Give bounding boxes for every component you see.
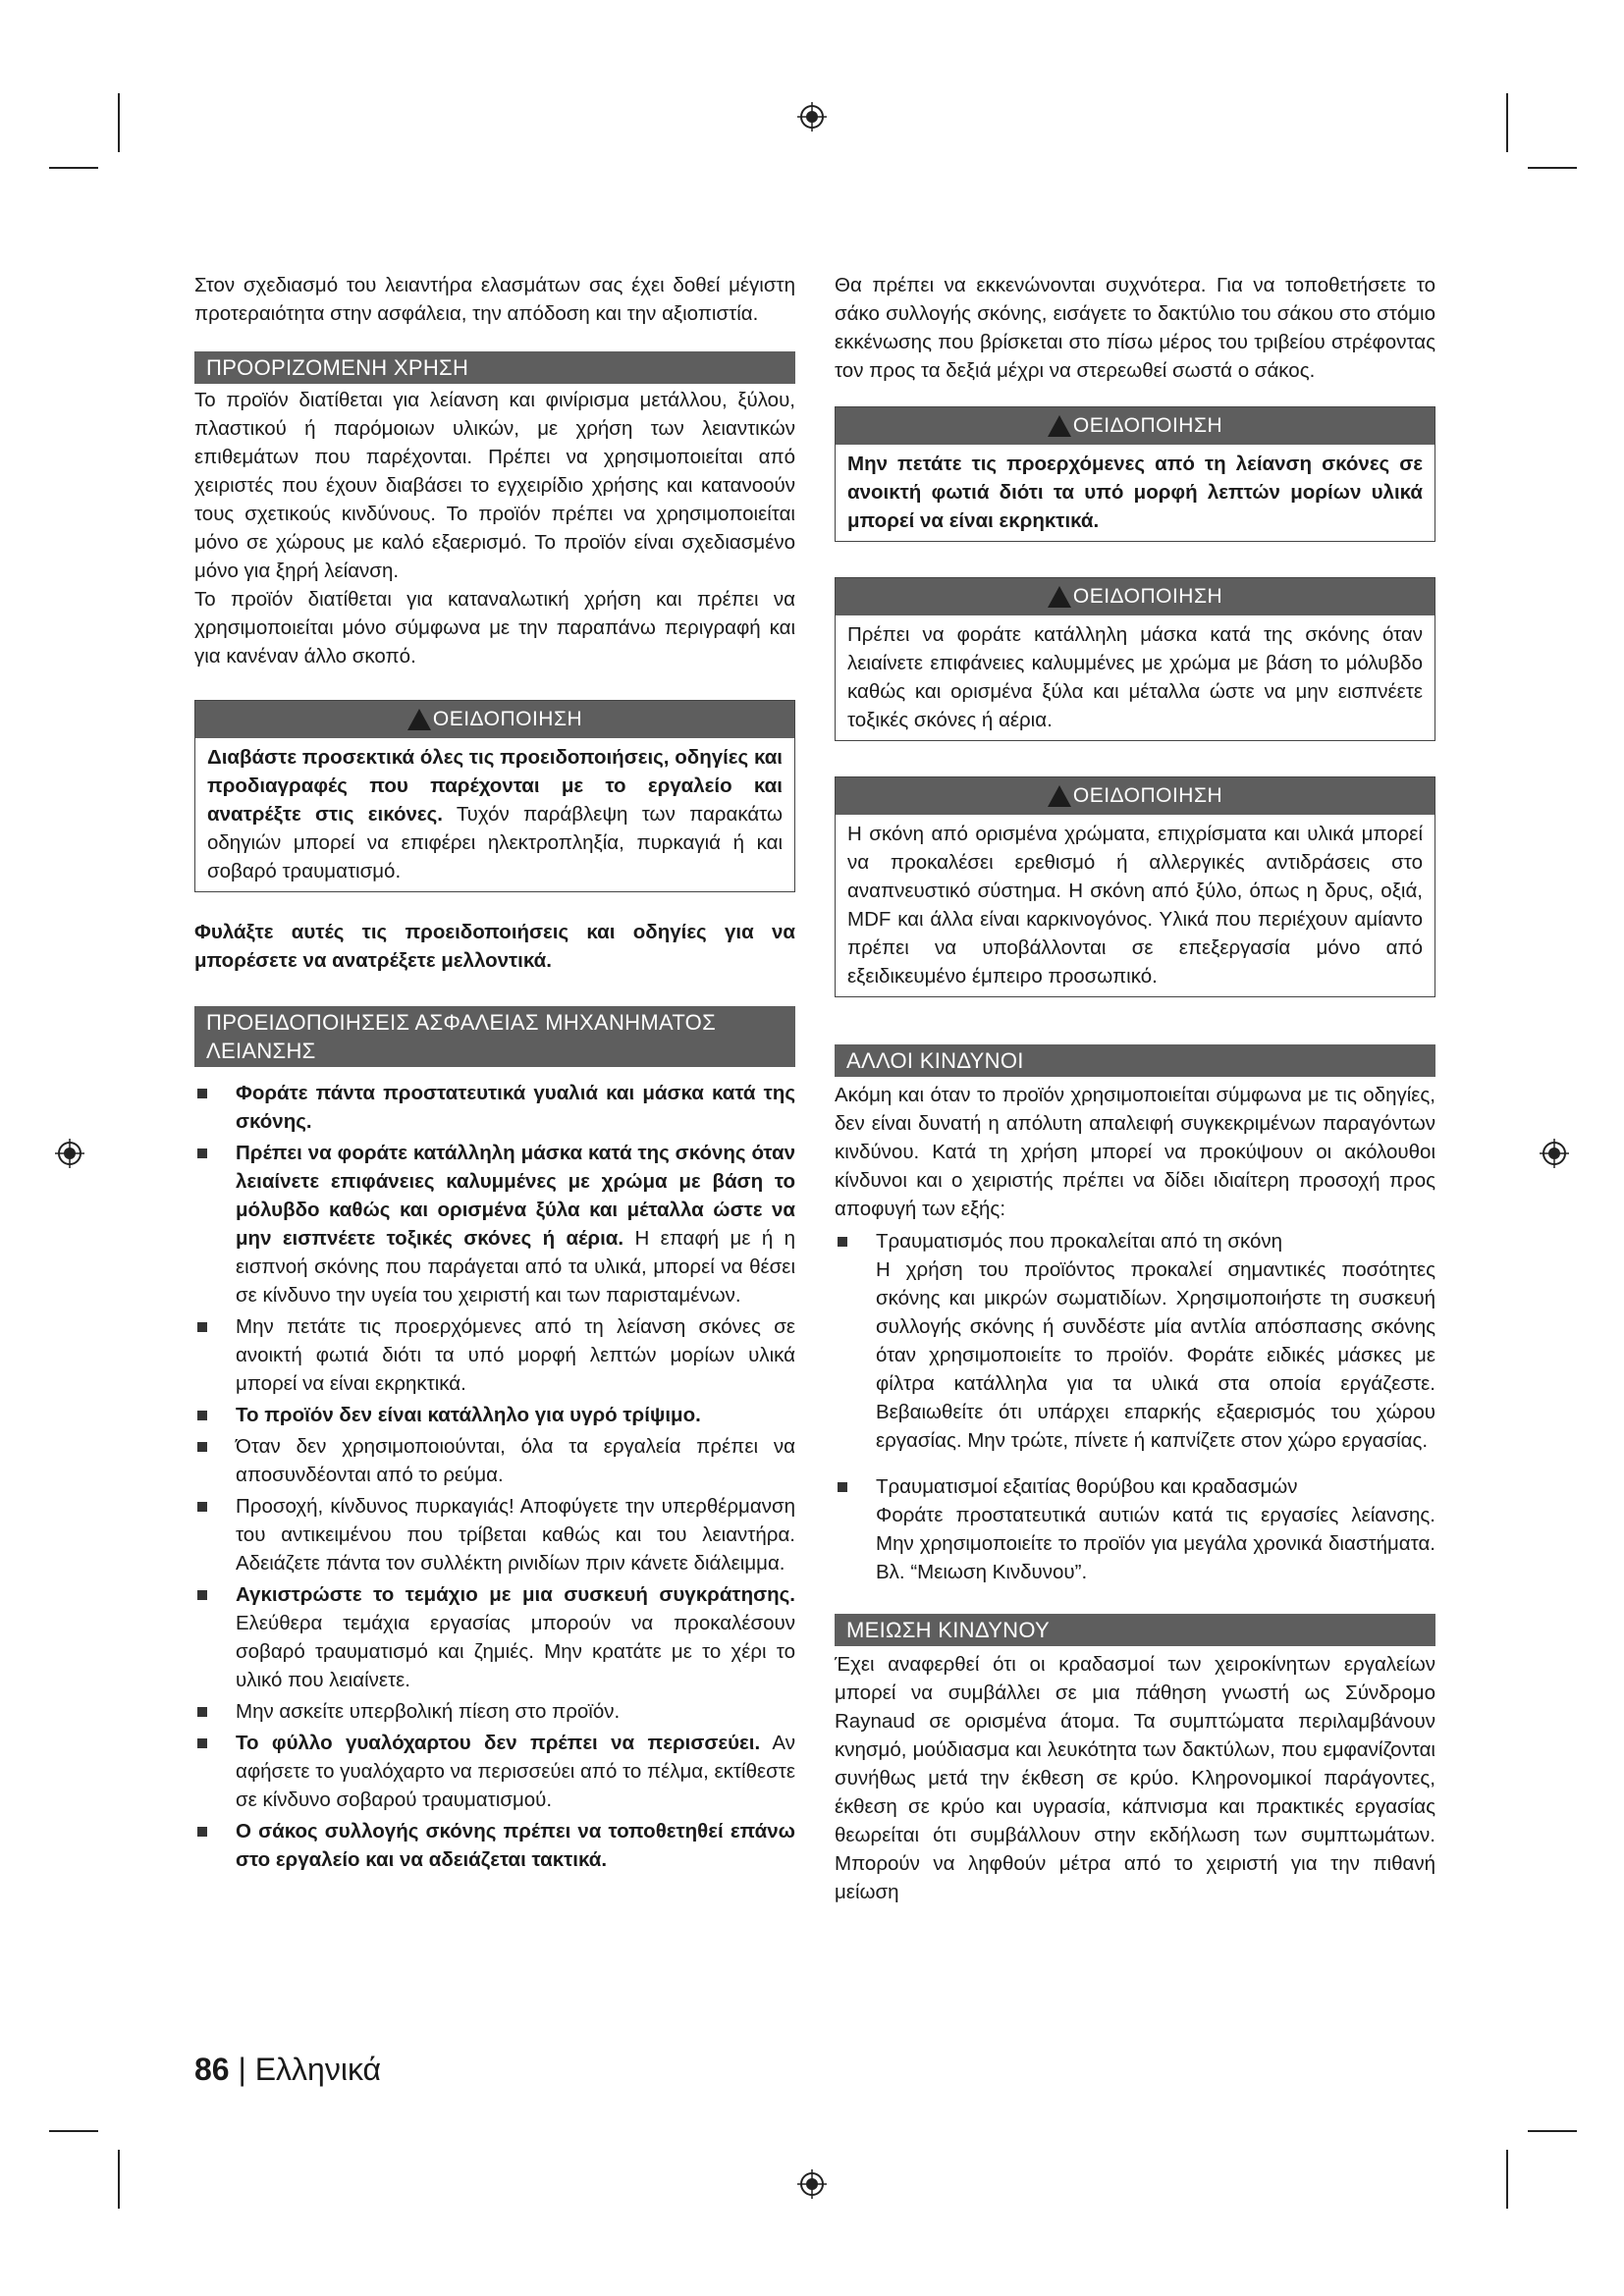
warning-text: Μην πετάτε τις προερχόμενες από τη λείανση σκόνες σε ανοικτή φωτιά διότι τα υπό μορφή λεπτών μορίων υλικά μπορεί να είναι εκρηκτικά. (847, 453, 1423, 532)
warning-triangle-icon (407, 709, 431, 730)
list-item: Αγκιστρώστε το τεμάχιο με μια συσκευή συγκράτησης. Ελεύθερα τεμάχια εργασίας μπορούν να προκαλέσουν σοβαρό τραυματισμό και ζημιές. Μην κρατάτε με το χέρι το υλικό που λειαίνετε. (194, 1580, 795, 1694)
safety-heading: ΠΡΟΕΙΔΟΠΟΙΗΣΕΙΣ ΑΣΦΑΛΕΙΑΣ ΜΗΧΑΝΗΜΑΤΟΣ ΛΕΙΑΝΣΗΣ (194, 1006, 795, 1067)
right-column (835, 271, 1435, 1906)
warning-label: ΟΕΙΔΟΠΟΙΗΣΗ (1072, 585, 1223, 608)
risk-list (835, 1227, 1435, 1255)
warning-box (835, 577, 1435, 741)
list-item: Μην πετάτε τις προερχόμενες από τη λείανση σκόνες σε ανοικτή φωτιά διότι τα υπό μορφή λεπτών μορίων υλικά μπορεί να είναι εκρηκτικά. (194, 1312, 795, 1398)
intended-use-heading: ΠΡΟΟΡΙΖΟΜΕΝΗ ΧΡΗΣΗ (194, 351, 795, 384)
crop-mark (1506, 93, 1508, 152)
risk-item-text: Φοράτε προστατευτικά αυτιών κατά τις εργασίες λείανσης. Μην χρησιμοποιείτε το προϊόν για μεγάλα χρονικά διαστήματα. Βλ. “Μειωση Κινδυνου”. (876, 1504, 1435, 1583)
page-number: 86 (194, 2052, 230, 2087)
crop-mark (1506, 2150, 1508, 2209)
crop-mark (118, 2150, 120, 2209)
registration-mark-icon (1540, 1139, 1569, 1168)
list-item: Όταν δεν χρησιμοποιούνται, όλα τα εργαλεία πρέπει να αποσυνδέονται από το ρεύμα. (194, 1432, 795, 1489)
left-column (194, 271, 795, 1874)
list-item: Το φύλλο γυαλόχαρτου δεν πρέπει να περισσεύει. Αν αφήσετε το γυαλόχαρτο να περισσεύει από το πέλμα, εκτίθεστε σε κίνδυνο σοβαρού τραυματισμού. (194, 1729, 795, 1814)
risk-reduction-heading: ΜΕΙΩΣΗ ΚΙΝΔΥΝΟΥ (835, 1614, 1435, 1646)
list-item: Τραυματισμός που προκαλείται από τη σκόνη (835, 1227, 1435, 1255)
list-item: Τραυματισμοί εξαιτίας θορύβου και κραδασμών (835, 1472, 1435, 1501)
other-risks-intro: Ακόμη και όταν το προϊόν χρησιμοποιείται σύμφωνα με τις οδηγίες, δεν είναι δυνατή η απόλυτη απαλειφή συγκεκριμένων παραγόντων κινδύνου. Κατά τη χρήση μπορεί να προκύψουν οι ακόλουθοι κίνδυνοι και ο χειριστής πρέπει να δίδει ιδιαίτερη προσοχή προς αποφυγή των εξής: (835, 1084, 1435, 1220)
crop-mark (1528, 167, 1577, 169)
list-item: Ο σάκος συλλογής σκόνης πρέπει να τοποθετηθεί επάνω στο εργαλείο και να αδειάζεται τακτικά. (194, 1817, 795, 1874)
crop-mark (49, 167, 98, 169)
keep-instructions-note: Φυλάξτε αυτές τις προειδοποιήσεις και οδηγίες για να μπορέσετε να ανατρέξετε μελλοντικά. (194, 921, 795, 972)
warning-text: Πρέπει να φοράτε κατάλληλη μάσκα κατά της σκόνης όταν λειαίνετε επιφάνειες καλυμμένες με χρώμα με βάση το μόλυβδο καθώς και ορισμένα ξύλα και μέταλλα ώστε να μην εισπνέετε τοξικές σκόνες ή αέρια. (847, 623, 1423, 731)
warning-triangle-icon (1048, 586, 1071, 608)
registration-mark-icon (797, 2169, 827, 2199)
crop-mark (1528, 2130, 1577, 2132)
warning-header (836, 578, 1435, 615)
list-item: Μην ασκείτε υπερβολική πίεση στο προϊόν. (194, 1697, 795, 1726)
safety-list (194, 1079, 795, 1874)
page-footer (194, 2052, 381, 2088)
warning-triangle-icon (1048, 785, 1071, 807)
list-item: Προσοχή, κίνδυνος πυρκαγιάς! Αποφύγετε την υπερθέρμανση του αντικειμένου που τρίβεται καθώς και του λειαντήρα. Αδειάζετε πάντα τον συλλέκτη ρινιδίων πριν κάνετε διάλειμμα. (194, 1492, 795, 1577)
list-item: Πρέπει να φοράτε κατάλληλη μάσκα κατά της σκόνης όταν λειαίνετε επιφάνειες καλυμμένες με χρώμα με βάση το μόλυβδο καθώς και ορισμένα ξύλα και μέταλλα ώστε να μην εισπνέετε τοξικές σκόνες ή αέρια. Η επαφή με ή η εισπνοή σκόνης που παράγεται από τα υλικά, μπορεί να θέσει σε κίνδυνο την υγεία του χειριστή και των παρισταμένων. (194, 1139, 795, 1309)
intended-use-text: Το προϊόν διατίθεται για λείανση και φινίρισμα μετάλλου, ξύλου, πλαστικού ή παρόμοιων υλικών, με χρήση των λειαντικών επιθεμάτων που παρέχονται. Πρέπει να χρησιμοποιείται από χειριστές που έχουν διαβάσει το εγχειρίδιο χρήσης και κατανοούν τους σχετικούς κινδύνους. Το προϊόν πρέπει να χρησιμοποιείται μόνο σε χώρους με καλό εξαερισμό. Το προϊόν είναι σχεδιασμένο μόνο για ξηρή λείανση. (194, 389, 795, 582)
warning-triangle-icon (1048, 415, 1071, 437)
warning-body (195, 738, 794, 891)
risk-reduction-text: Έχει αναφερθεί ότι οι κραδασμοί των χειροκίνητων εργαλείων μπορεί να συμβάλλει σε μια πάθηση γνωστή ως Σύνδρομο Raynaud σε ορισμένα άτομα. Τα συμπτώματα περιλαμβάνουν κνησμό, μούδιασμα και λευκότητα των δακτύλων, που εμφανίζονται συνήθως μετά την έκθεση σε κρύο. Κληρονομικοί παράγοντες, έκθεση σε κρύο και υγρασία, κάπνισμα και πρακτικές εργασίας θεωρείται ότι συμβάλλουν στην εκδήλωση των συμπτωμάτων. Μπορούν να ληφθούν μέτρα από το χειριστή για την πιθανή μείωση (835, 1653, 1435, 1903)
intended-use-text-2: Το προϊόν διατίθεται για καταναλωτική χρήση και πρέπει να χρησιμοποιείται μόνο σύμφωνα με την παραπάνω περιγραφή και για κανέναν άλλο σκοπό. (194, 588, 795, 667)
warning-label: ΟΕΙΔΟΠΟΙΗΣΗ (1072, 414, 1223, 437)
registration-mark-icon (55, 1139, 84, 1168)
list-item: Το προϊόν δεν είναι κατάλληλο για υγρό τρίψιμο. (194, 1401, 795, 1429)
warning-body (836, 815, 1435, 996)
warning-body (836, 445, 1435, 541)
warning-body (836, 615, 1435, 740)
crop-mark (49, 2130, 98, 2132)
footer-language: Ελληνικά (254, 2052, 382, 2087)
registration-mark-icon (797, 102, 827, 132)
warning-label: ΟΕΙΔΟΠΟΙΗΣΗ (432, 708, 583, 730)
warning-header (836, 777, 1435, 815)
warning-box (835, 776, 1435, 997)
intro-text: Στον σχεδιασμό του λειαντήρα ελασμάτων σας έχει δοθεί μέγιστη προτεραιότητα στην ασφάλεια, την απόδοση και την αξιοπιστία. (194, 274, 795, 325)
warning-text: Διαβάστε προσεκτικά όλες τις προειδοποιήσεις, οδηγίες και προδιαγραφές που παρέχονται με το εργαλείο και ανατρέξτε στις εικόνες. Τυχόν παράβλεψη των παρακάτω οδηγιών μπορεί να επιφέρει ηλεκτροπληξία, πυρκαγιά ή και σοβαρό τραυματισμό. (207, 746, 783, 882)
risk-list (835, 1472, 1435, 1501)
other-risks-heading: ΑΛΛΟΙ ΚΙΝΔΥΝΟΙ (835, 1044, 1435, 1077)
list-item: Φοράτε πάντα προστατευτικά γυαλιά και μάσκα κατά της σκόνης. (194, 1079, 795, 1136)
warning-header (195, 701, 794, 738)
warning-header (836, 407, 1435, 445)
crop-mark (118, 93, 120, 152)
warning-box (194, 700, 795, 892)
warning-text: Η σκόνη από ορισμένα χρώματα, επιχρίσματα και υλικά μπορεί να προκαλέσει ερεθισμό ή αλλεργικές αντιδράσεις στο αναπνευστικό σύστημα. Η σκόνη από ξύλο, όπως η δρυς, οξιά, MDF και άλλα είναι καρκινογόνος. Υλικά που περιέχουν αμίαντο πρέπει να υποβάλλονται σε επεξεργασία μόνο από εξειδικευμένο έμπειρο προσωπικό. (847, 823, 1423, 988)
warning-label: ΟΕΙΔΟΠΟΙΗΣΗ (1072, 784, 1223, 807)
dust-bag-text: Θα πρέπει να εκκενώνονται συχνότερα. Για να τοποθετήσετε το σάκο συλλογής σκόνης, εισάγετε το δακτύλιο του σάκου στο στόμιο εκκένωσης που βρίσκεται στο πίσω μέρος του τριβείου στρέφοντας τον προς τα δεξιά μέχρι να στερεωθεί σωστά ο σάκος. (835, 274, 1435, 382)
warning-box (835, 406, 1435, 542)
footer-separator: | (229, 2052, 255, 2087)
risk-item-text: Η χρήση του προϊόντος προκαλεί σημαντικές ποσότητες σκόνης και μικρών σωματιδίων. Χρησιμοποιήστε τη συσκευή συλλογής σκόνης ή συνδέστε μία αντλία απόσπασης σκόνης όταν χρησιμοποιείτε το προϊόν. Φοράτε ειδικές μάσκες με φίλτρα κατάλληλα για τα υλικά στα οποία εργάζεστε. Βεβαιωθείτε ότι υπάρχει επαρκής εξαερισμός του χώρου εργασίας. Μην τρώτε, πίνετε ή καπνίζετε στον χώρο εργασίας. (876, 1258, 1435, 1452)
